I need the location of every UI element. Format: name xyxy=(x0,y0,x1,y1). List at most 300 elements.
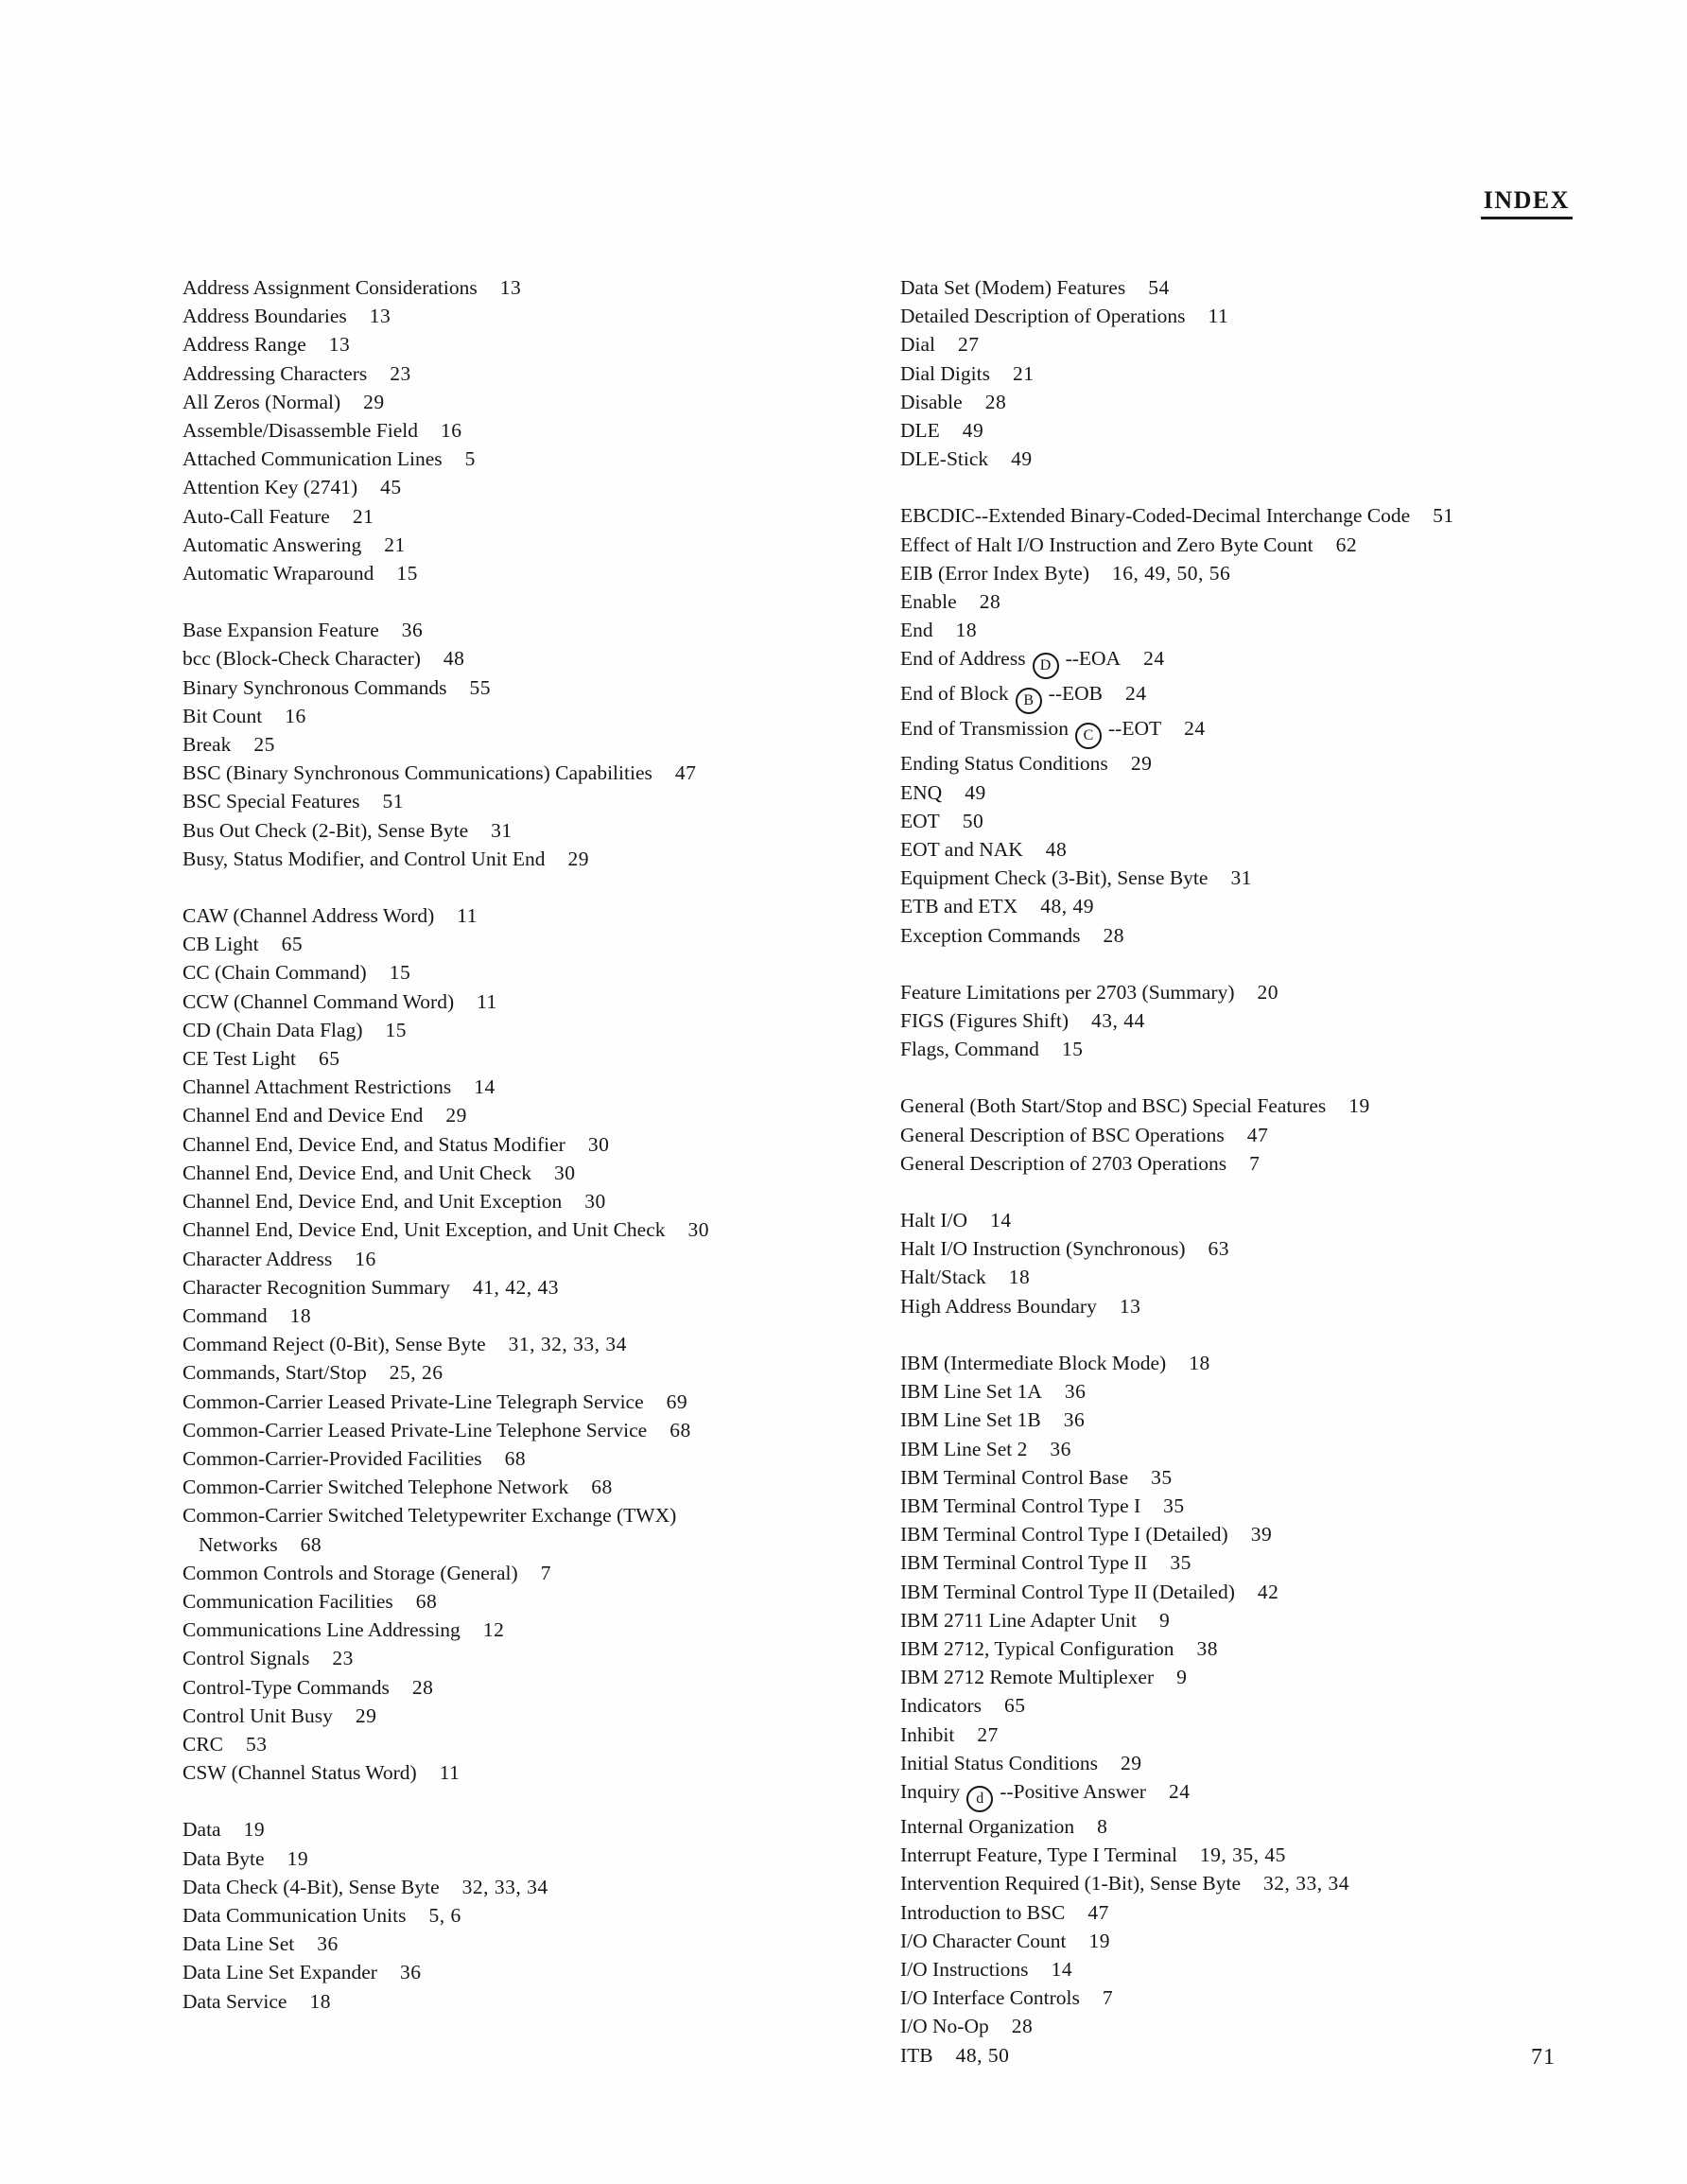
entry-term: Character Address xyxy=(183,1247,333,1270)
entry-term: Commands, Start/Stop xyxy=(183,1361,367,1385)
entry-term: Auto-Call Feature xyxy=(183,504,330,528)
entry-pages: 14 xyxy=(474,1075,496,1099)
entry-pages: 16 xyxy=(441,419,462,443)
entry-pages: 36 xyxy=(399,1961,422,1984)
index-entry xyxy=(900,587,1676,616)
entry-pages: 24 xyxy=(1184,717,1206,741)
entry-term: General Description of 2703 Operations xyxy=(900,1151,1227,1175)
entry-pages: 28 xyxy=(1011,2015,1034,2038)
index-entry xyxy=(183,1587,882,1616)
entry-pages: 51 xyxy=(382,790,405,813)
entry-term: Channel Attachment Restrictions xyxy=(183,1075,452,1099)
index-entry xyxy=(900,1898,1676,1927)
entry-pages: 36 xyxy=(1063,1408,1086,1432)
entry-pages: 24 xyxy=(1143,647,1165,671)
entry-term: Automatic Wraparound xyxy=(183,562,374,585)
entry-term: IBM 2712 Remote Multiplexer xyxy=(900,1666,1155,1689)
index-group xyxy=(900,1349,1676,2070)
entry-term: Command xyxy=(183,1303,268,1327)
entry-term: DLE-Stick xyxy=(900,447,989,471)
entry-term: Common-Carrier Switched Teletypewriter Exchange (TWX) xyxy=(183,1504,677,1528)
entry-term: Channel End and Device End xyxy=(183,1104,424,1127)
entry-term: Data Set (Modem) Features xyxy=(900,276,1126,299)
entry-term: IBM Terminal Control Type II (Detailed) xyxy=(900,1580,1235,1603)
entry-term: Character Recognition Summary xyxy=(183,1275,451,1299)
entry-pages: 54 xyxy=(1148,276,1170,299)
entry-pages: 29 xyxy=(355,1704,377,1727)
entry-pages: 28 xyxy=(984,390,1007,413)
entry-term: Feature Limitations per 2703 (Summary) xyxy=(900,980,1235,1004)
entry-term: IBM Terminal Control Base xyxy=(900,1465,1129,1489)
index-entry xyxy=(183,1644,882,1672)
entry-pages: 18 xyxy=(1008,1266,1031,1289)
entry-term: Data xyxy=(183,1818,221,1842)
index-entry xyxy=(900,273,1676,302)
entry-term: EBCDIC--Extended Binary-Coded-Decimal Interchange Code xyxy=(900,504,1411,528)
entry-term: I/O Character Count xyxy=(900,1929,1067,1952)
index-entry xyxy=(183,787,882,815)
index-group xyxy=(183,1815,882,2015)
entry-pages: 27 xyxy=(958,333,980,357)
entry-term: Address Assignment Considerations xyxy=(183,276,478,299)
entry-term: Channel End, Device End, and Unit Exception xyxy=(183,1190,563,1214)
index-entry xyxy=(900,1777,1676,1812)
entry-pages: 43, 44 xyxy=(1090,1009,1145,1033)
index-entry xyxy=(183,531,882,559)
index-group xyxy=(900,978,1676,1064)
entry-pages: 15 xyxy=(396,562,418,585)
index-entry xyxy=(900,807,1676,835)
entry-term: IBM Terminal Control Type II xyxy=(900,1551,1148,1575)
entry-pages: 36 xyxy=(401,619,424,642)
entry-pages: 24 xyxy=(1124,682,1147,706)
index-entry xyxy=(183,1702,882,1730)
entry-pages: 29 xyxy=(567,847,590,870)
entry-pages: 69 xyxy=(666,1389,688,1413)
entry-pages: 65 xyxy=(318,1047,340,1071)
index-entry xyxy=(183,1844,882,1873)
entry-term: CC (Chain Command) xyxy=(183,961,367,985)
index-group xyxy=(900,1206,1676,1320)
entry-term: Break xyxy=(183,733,232,757)
index-entry xyxy=(183,1758,882,1787)
entry-pages: 68 xyxy=(670,1418,691,1441)
index-entry xyxy=(183,1815,882,1843)
entry-pages: 29 xyxy=(1121,1751,1142,1774)
entry-term: Communication Facilities xyxy=(183,1589,393,1613)
index-entry xyxy=(900,1206,1676,1234)
entry-term: High Address Boundary xyxy=(900,1294,1097,1318)
index-entry xyxy=(183,730,882,759)
entry-pages: 36 xyxy=(317,1932,339,1956)
entry-pages: 28 xyxy=(1103,923,1124,947)
entry-term: Ending Status Conditions xyxy=(900,752,1108,776)
index-entry xyxy=(183,987,882,1016)
entry-pages: 30 xyxy=(554,1161,576,1184)
entry-pages: 36 xyxy=(1064,1380,1087,1404)
entry-pages: 28 xyxy=(979,590,1001,614)
entry-pages: 29 xyxy=(363,390,385,413)
entry-pages: 11 xyxy=(439,1761,461,1785)
index-entry xyxy=(183,1330,882,1358)
index-group xyxy=(900,273,1676,473)
entry-term: Data Byte xyxy=(183,1846,265,1870)
index-entry xyxy=(900,1841,1676,1869)
entry-term: Assemble/Disassemble Field xyxy=(183,419,419,443)
index-entry xyxy=(900,714,1676,749)
entry-term: Dial Digits xyxy=(900,361,990,385)
entry-pages: 21 xyxy=(384,533,406,556)
entry-term: General Description of BSC Operations xyxy=(900,1123,1225,1146)
index-entry xyxy=(900,330,1676,358)
index-entry xyxy=(900,864,1676,892)
index-entry xyxy=(900,1812,1676,1841)
circled-letter-d: d xyxy=(966,1786,993,1812)
entry-pages: 35 xyxy=(1163,1494,1185,1517)
entry-pages: 21 xyxy=(1012,361,1035,385)
index-entry xyxy=(900,302,1676,330)
index-entry xyxy=(183,958,882,987)
entry-pages: 23 xyxy=(332,1647,354,1670)
index-entry xyxy=(183,302,882,330)
index-entry xyxy=(900,1869,1676,1897)
entry-term: CD (Chain Data Flag) xyxy=(183,1018,363,1041)
entry-term: Exception Commands xyxy=(900,923,1081,947)
index-entry xyxy=(183,1388,882,1416)
index-group xyxy=(900,501,1676,949)
entry-pages: 68 xyxy=(415,1589,438,1613)
page-number: 71 xyxy=(1531,2045,1556,2070)
entry-pages: 15 xyxy=(385,1018,407,1041)
entry-pages: 48 xyxy=(443,647,465,671)
index-entry xyxy=(183,273,882,302)
entry-pages: 30 xyxy=(687,1218,709,1242)
index-entry xyxy=(900,1578,1676,1606)
index-entry xyxy=(900,445,1676,473)
index-entry xyxy=(183,502,882,531)
entry-term-suffix: --Positive Answer xyxy=(1000,1779,1146,1803)
entry-term: Common-Carrier Leased Private-Line Telegraph Service xyxy=(183,1389,644,1413)
entry-pages: 68 xyxy=(591,1476,613,1499)
index-entry xyxy=(900,559,1676,587)
entry-term: Halt I/O Instruction (Synchronous) xyxy=(900,1237,1186,1261)
entry-term: Data Check (4-Bit), Sense Byte xyxy=(183,1875,440,1898)
index-entry xyxy=(183,930,882,958)
index-entry xyxy=(183,1901,882,1930)
entry-term: Channel End, Device End, and Status Modifier xyxy=(183,1132,565,1156)
entry-pages: 20 xyxy=(1257,980,1278,1004)
entry-term: BSC (Binary Synchronous Communications) Capabilities xyxy=(183,761,652,785)
entry-pages: 18 xyxy=(955,619,978,642)
entry-pages: 55 xyxy=(469,675,491,699)
entry-pages: 13 xyxy=(328,333,351,357)
index-entry xyxy=(183,1215,882,1244)
entry-term: Networks xyxy=(199,1532,278,1556)
index-entry xyxy=(900,1349,1676,1377)
index-entry xyxy=(900,2041,1676,2070)
entry-term: End of Transmission xyxy=(900,717,1070,741)
entry-term: Flags, Command xyxy=(900,1038,1039,1061)
index-entry xyxy=(183,1616,882,1644)
entry-pages: 47 xyxy=(1246,1123,1269,1146)
entry-term: Base Expansion Feature xyxy=(183,619,379,642)
entry-pages: 65 xyxy=(281,933,304,956)
entry-pages: 28 xyxy=(411,1675,434,1699)
index-entry xyxy=(183,416,882,445)
entry-pages: 32, 33, 34 xyxy=(1263,1872,1350,1896)
entry-term: Address Boundaries xyxy=(183,305,347,328)
index-entry xyxy=(900,679,1676,714)
entry-pages: 19, 35, 45 xyxy=(1199,1843,1286,1867)
entry-term: Equipment Check (3-Bit), Sense Byte xyxy=(900,866,1209,890)
entry-term: Enable xyxy=(900,590,957,614)
index-entry xyxy=(183,1044,882,1073)
index-entry xyxy=(183,1530,882,1559)
entry-pages: 42 xyxy=(1257,1580,1279,1603)
entry-term: I/O No-Op xyxy=(900,2015,989,2038)
entry-term: Common-Carrier Switched Telephone Network xyxy=(183,1476,569,1499)
entry-term-suffix: --EOT xyxy=(1108,717,1162,741)
index-column-right xyxy=(900,273,1676,2070)
entry-pages: 63 xyxy=(1208,1237,1230,1261)
entry-pages: 11 xyxy=(457,904,478,928)
index-entry xyxy=(900,1234,1676,1263)
index-entry xyxy=(900,1749,1676,1777)
entry-pages: 8 xyxy=(1097,1814,1108,1838)
index-entry xyxy=(183,1101,882,1129)
index-entry xyxy=(900,921,1676,950)
index-entry xyxy=(183,1444,882,1473)
entry-pages: 35 xyxy=(1151,1465,1173,1489)
entry-term: Intervention Required (1-Bit), Sense Byte xyxy=(900,1872,1242,1896)
entry-term: General (Both Start/Stop and BSC) Special Features xyxy=(900,1094,1327,1118)
index-entry xyxy=(900,1149,1676,1178)
entry-pages: 5, 6 xyxy=(428,1903,461,1927)
index-entry xyxy=(183,901,882,930)
index-entry xyxy=(900,1492,1676,1520)
entry-pages: 13 xyxy=(369,305,391,328)
index-entry xyxy=(900,644,1676,679)
index-entry xyxy=(900,1606,1676,1634)
entry-pages: 36 xyxy=(1050,1437,1071,1460)
index-group xyxy=(900,1092,1676,1178)
index-entry xyxy=(900,892,1676,920)
entry-pages: 48, 49 xyxy=(1040,895,1094,918)
index-entry xyxy=(183,1473,882,1501)
entry-term: Address Range xyxy=(183,333,306,357)
index-group xyxy=(183,616,882,873)
index-entry xyxy=(183,759,882,787)
entry-term: Channel End, Device End, and Unit Check xyxy=(183,1161,531,1184)
entry-term: I/O Instructions xyxy=(900,1957,1029,1981)
entry-term: EOT xyxy=(900,809,940,832)
entry-term: DLE xyxy=(900,419,940,443)
entry-pages: 53 xyxy=(246,1732,268,1756)
entry-term: IBM Line Set 1B xyxy=(900,1408,1041,1432)
entry-pages: 32, 33, 34 xyxy=(461,1875,548,1898)
index-entry xyxy=(900,1263,1676,1291)
entry-term: Channel End, Device End, Unit Exception, and Unit Check xyxy=(183,1218,666,1242)
entry-term: bcc (Block-Check Character) xyxy=(183,647,421,671)
entry-pages: 19 xyxy=(287,1846,309,1870)
index-entry xyxy=(183,702,882,730)
index-entry xyxy=(183,1416,882,1444)
entry-term: EIB (Error Index Byte) xyxy=(900,561,1089,585)
entry-term: CE Test Light xyxy=(183,1047,296,1071)
entry-pages: 49 xyxy=(965,780,986,804)
entry-term: FIGS (Figures Shift) xyxy=(900,1009,1069,1033)
entry-pages: 18 xyxy=(1189,1351,1210,1374)
entry-pages: 45 xyxy=(380,476,402,499)
index-entry xyxy=(183,1245,882,1273)
entry-term: Disable xyxy=(900,390,963,413)
index-entry xyxy=(183,1187,882,1215)
entry-pages: 38 xyxy=(1196,1636,1219,1660)
entry-term: CB Light xyxy=(183,933,259,956)
entry-term: Automatic Answering xyxy=(183,533,362,556)
index-entry xyxy=(183,388,882,416)
index-entry xyxy=(900,978,1676,1006)
entry-pages: 18 xyxy=(289,1303,312,1327)
index-entry xyxy=(183,1073,882,1101)
entry-term: CCW (Channel Command Word) xyxy=(183,989,455,1013)
entry-pages: 30 xyxy=(587,1132,610,1156)
entry-pages: 68 xyxy=(504,1446,527,1470)
index-entry xyxy=(183,1958,882,1986)
entry-pages: 19 xyxy=(1088,1929,1111,1952)
entry-pages: 16 xyxy=(285,704,306,727)
entry-term: IBM Terminal Control Type I xyxy=(900,1494,1141,1517)
index-entry xyxy=(900,1463,1676,1492)
index-entry xyxy=(183,445,882,473)
index-entry xyxy=(900,1927,1676,1955)
entry-pages: 9 xyxy=(1159,1608,1171,1632)
entry-pages: 24 xyxy=(1168,1779,1191,1803)
entry-term: IBM (Intermediate Block Mode) xyxy=(900,1351,1167,1374)
index-entry xyxy=(183,1273,882,1302)
entry-term: IBM 2712, Typical Configuration xyxy=(900,1636,1174,1660)
entry-pages: 27 xyxy=(977,1722,999,1746)
entry-pages: 35 xyxy=(1170,1551,1191,1575)
index-entry xyxy=(900,1092,1676,1120)
index-entry xyxy=(183,816,882,845)
entry-term: Communications Line Addressing xyxy=(183,1618,461,1642)
entry-pages: 23 xyxy=(390,361,411,385)
entry-pages: 30 xyxy=(584,1190,606,1214)
entry-term: Data Line Set Expander xyxy=(183,1961,377,1984)
entry-pages: 25, 26 xyxy=(389,1361,443,1385)
entry-term: Interrupt Feature, Type I Terminal xyxy=(900,1843,1177,1867)
entry-pages: 49 xyxy=(962,419,984,443)
index-entry xyxy=(900,616,1676,644)
circled-letter-B: B xyxy=(1016,688,1042,714)
index-entry xyxy=(183,559,882,587)
entry-pages: 25 xyxy=(253,733,275,757)
index-entry xyxy=(900,388,1676,416)
entry-term: Data Line Set xyxy=(183,1932,295,1956)
index-entry xyxy=(183,644,882,673)
entry-term: Initial Status Conditions xyxy=(900,1751,1099,1774)
index-entry xyxy=(183,1130,882,1159)
circled-letter-D: D xyxy=(1033,653,1059,679)
index-entry xyxy=(183,1016,882,1044)
entry-pages: 62 xyxy=(1335,533,1358,556)
index-entry xyxy=(183,1873,882,1901)
entry-pages: 14 xyxy=(1051,1957,1073,1981)
circled-letter-C: C xyxy=(1075,723,1102,749)
entry-term: Attention Key (2741) xyxy=(183,476,358,499)
entry-term: Attached Communication Lines xyxy=(183,447,443,471)
entry-term: I/O Interface Controls xyxy=(900,1986,1080,2010)
entry-term: IBM Line Set 2 xyxy=(900,1437,1028,1460)
index-entry xyxy=(183,1358,882,1387)
entry-term: BSC Special Features xyxy=(183,790,360,813)
entry-term: ITB xyxy=(900,2043,933,2067)
entry-term: CSW (Channel Status Word) xyxy=(183,1761,417,1785)
index-entry xyxy=(183,1302,882,1330)
entry-pages: 16 xyxy=(355,1247,376,1270)
entry-pages: 21 xyxy=(352,504,374,528)
entry-term: IBM Terminal Control Type I (Detailed) xyxy=(900,1523,1228,1546)
index-entry xyxy=(900,1035,1676,1063)
entry-pages: 39 xyxy=(1250,1523,1273,1546)
index-entry xyxy=(900,1121,1676,1149)
entry-term-suffix: --EOB xyxy=(1048,682,1103,706)
entry-pages: 11 xyxy=(1208,305,1229,328)
entry-term: CAW (Channel Address Word) xyxy=(183,904,435,928)
entry-term: Control Signals xyxy=(183,1647,310,1670)
entry-pages: 7 xyxy=(1102,1986,1114,2010)
entry-term: Internal Organization xyxy=(900,1814,1075,1838)
entry-pages: 14 xyxy=(990,1209,1012,1232)
index-entry xyxy=(900,1634,1676,1663)
index-entry xyxy=(900,1983,1676,2012)
entry-term-suffix: --EOA xyxy=(1065,647,1122,671)
entry-term: Binary Synchronous Commands xyxy=(183,675,447,699)
entry-term: Indicators xyxy=(900,1694,982,1718)
index-entry xyxy=(900,1548,1676,1577)
index-entry xyxy=(900,416,1676,445)
entry-term: Addressing Characters xyxy=(183,361,368,385)
index-entry xyxy=(183,359,882,388)
index-entry xyxy=(900,1520,1676,1548)
entry-term: Halt I/O xyxy=(900,1209,968,1232)
index-entry xyxy=(900,1663,1676,1691)
entry-pages: 65 xyxy=(1003,1694,1026,1718)
entry-term: Control Unit Busy xyxy=(183,1704,333,1727)
index-entry xyxy=(183,473,882,501)
entry-pages: 31, 32, 33, 34 xyxy=(508,1333,627,1356)
entry-pages: 47 xyxy=(674,761,697,785)
index-entry xyxy=(183,1930,882,1958)
index-entry xyxy=(183,1559,882,1587)
index-entry xyxy=(900,2012,1676,2040)
entry-pages: 18 xyxy=(309,1989,331,2013)
entry-term: Common-Carrier Leased Private-Line Telephone Service xyxy=(183,1418,648,1441)
entry-term: IBM Line Set 1A xyxy=(900,1380,1042,1404)
entry-pages: 29 xyxy=(445,1104,467,1127)
entry-term: Busy, Status Modifier, and Control Unit End xyxy=(183,847,546,870)
entry-term: All Zeros (Normal) xyxy=(183,390,341,413)
entry-pages: 47 xyxy=(1087,1900,1109,1924)
entry-pages: 12 xyxy=(482,1618,505,1642)
index-entry xyxy=(900,531,1676,559)
entry-term: Command Reject (0-Bit), Sense Byte xyxy=(183,1333,486,1356)
page-title: INDEX xyxy=(1481,186,1573,219)
entry-pages: 19 xyxy=(243,1818,266,1842)
entry-term: Inquiry xyxy=(900,1779,961,1803)
index-entry xyxy=(900,1377,1676,1406)
